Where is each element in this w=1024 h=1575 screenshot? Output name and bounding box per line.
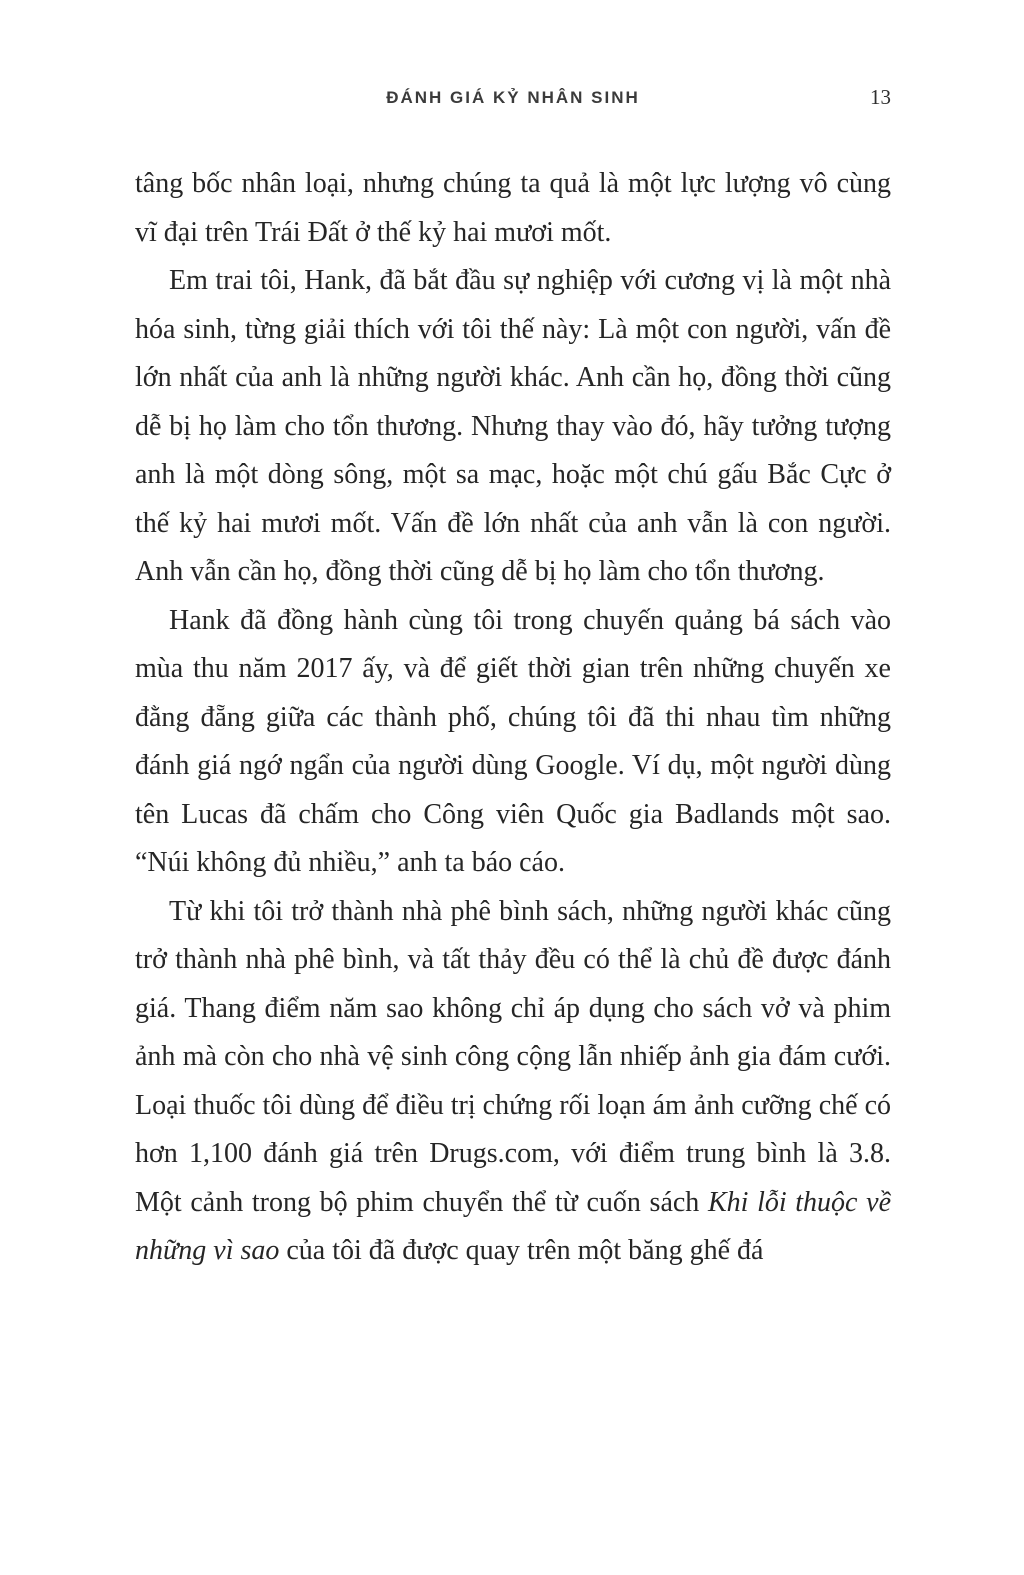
paragraph: Hank đã đồng hành cùng tôi trong chuyến quảng bá sách vào mùa thu năm 2017 ấy, và để giết thời gian trên những chuyến xe đằng đẵng giữa các thành phố, chúng tôi đã thi nhau tìm những đánh giá ngớ ngẩn của người dùng Google. Ví dụ, một người dùng tên Lucas đã chấm cho Công viên Quốc gia Badlands một sao. “Núi không đủ nhiều,” anh ta báo cáo. <box>135 604 891 878</box>
paragraph: Em trai tôi, Hank, đã bắt đầu sự nghiệp với cương vị là một nhà hóa sinh, từng giải thích với tôi thế này: Là một con người, vấn đề lớn nhất của anh là những người khác. Anh cần họ, đồng thời cũng dễ bị họ làm cho tổn thương. Nhưng thay vào đó, hãy tưởng tượng anh là một dòng sông, một sa mạc, hoặc một chú gấu Bắc Cực ở thế kỷ hai mươi mốt. Vấn đề lớn nhất của anh vẫn là con người. Anh vẫn cần họ, đồng thời cũng dễ bị họ làm cho tổn thương. <box>135 265 891 587</box>
page-body <box>135 160 891 1276</box>
book-title-italic: Khi lỗi thuộc về những vì sao <box>135 1186 891 1266</box>
page-header <box>135 85 891 116</box>
paragraph-continuation: tâng bốc nhân loại, nhưng chúng ta quả là một lực lượng vô cùng vĩ đại trên Trái Đất ở thế kỷ hai mươi mốt. <box>135 168 891 248</box>
paragraph-text: của tôi đã được quay trên một băng ghế đá <box>279 1235 764 1266</box>
page-number: 13 <box>870 85 891 109</box>
paragraph-text: Từ khi tôi trở thành nhà phê bình sách, những người khác cũng trở thành nhà phê bình, và tất thảy đều có thể là chủ đề được đánh giá. Thang điểm năm sao không chỉ áp dụng cho sách vở và phim ảnh mà còn cho nhà vệ sinh công cộng lẫn nhiếp ảnh gia đám cưới. Loại thuốc tôi dùng để điều trị chứng rối loạn ám ảnh cưỡng chế có hơn 1,100 đánh giá trên Drugs.com, với điểm trung bình là 3.8. Một cảnh trong bộ phim chuyển thể từ cuốn sách <box>135 895 891 1218</box>
running-title: ĐÁNH GIÁ KỶ NHÂN SINH <box>386 88 640 107</box>
paragraph <box>135 888 891 1276</box>
